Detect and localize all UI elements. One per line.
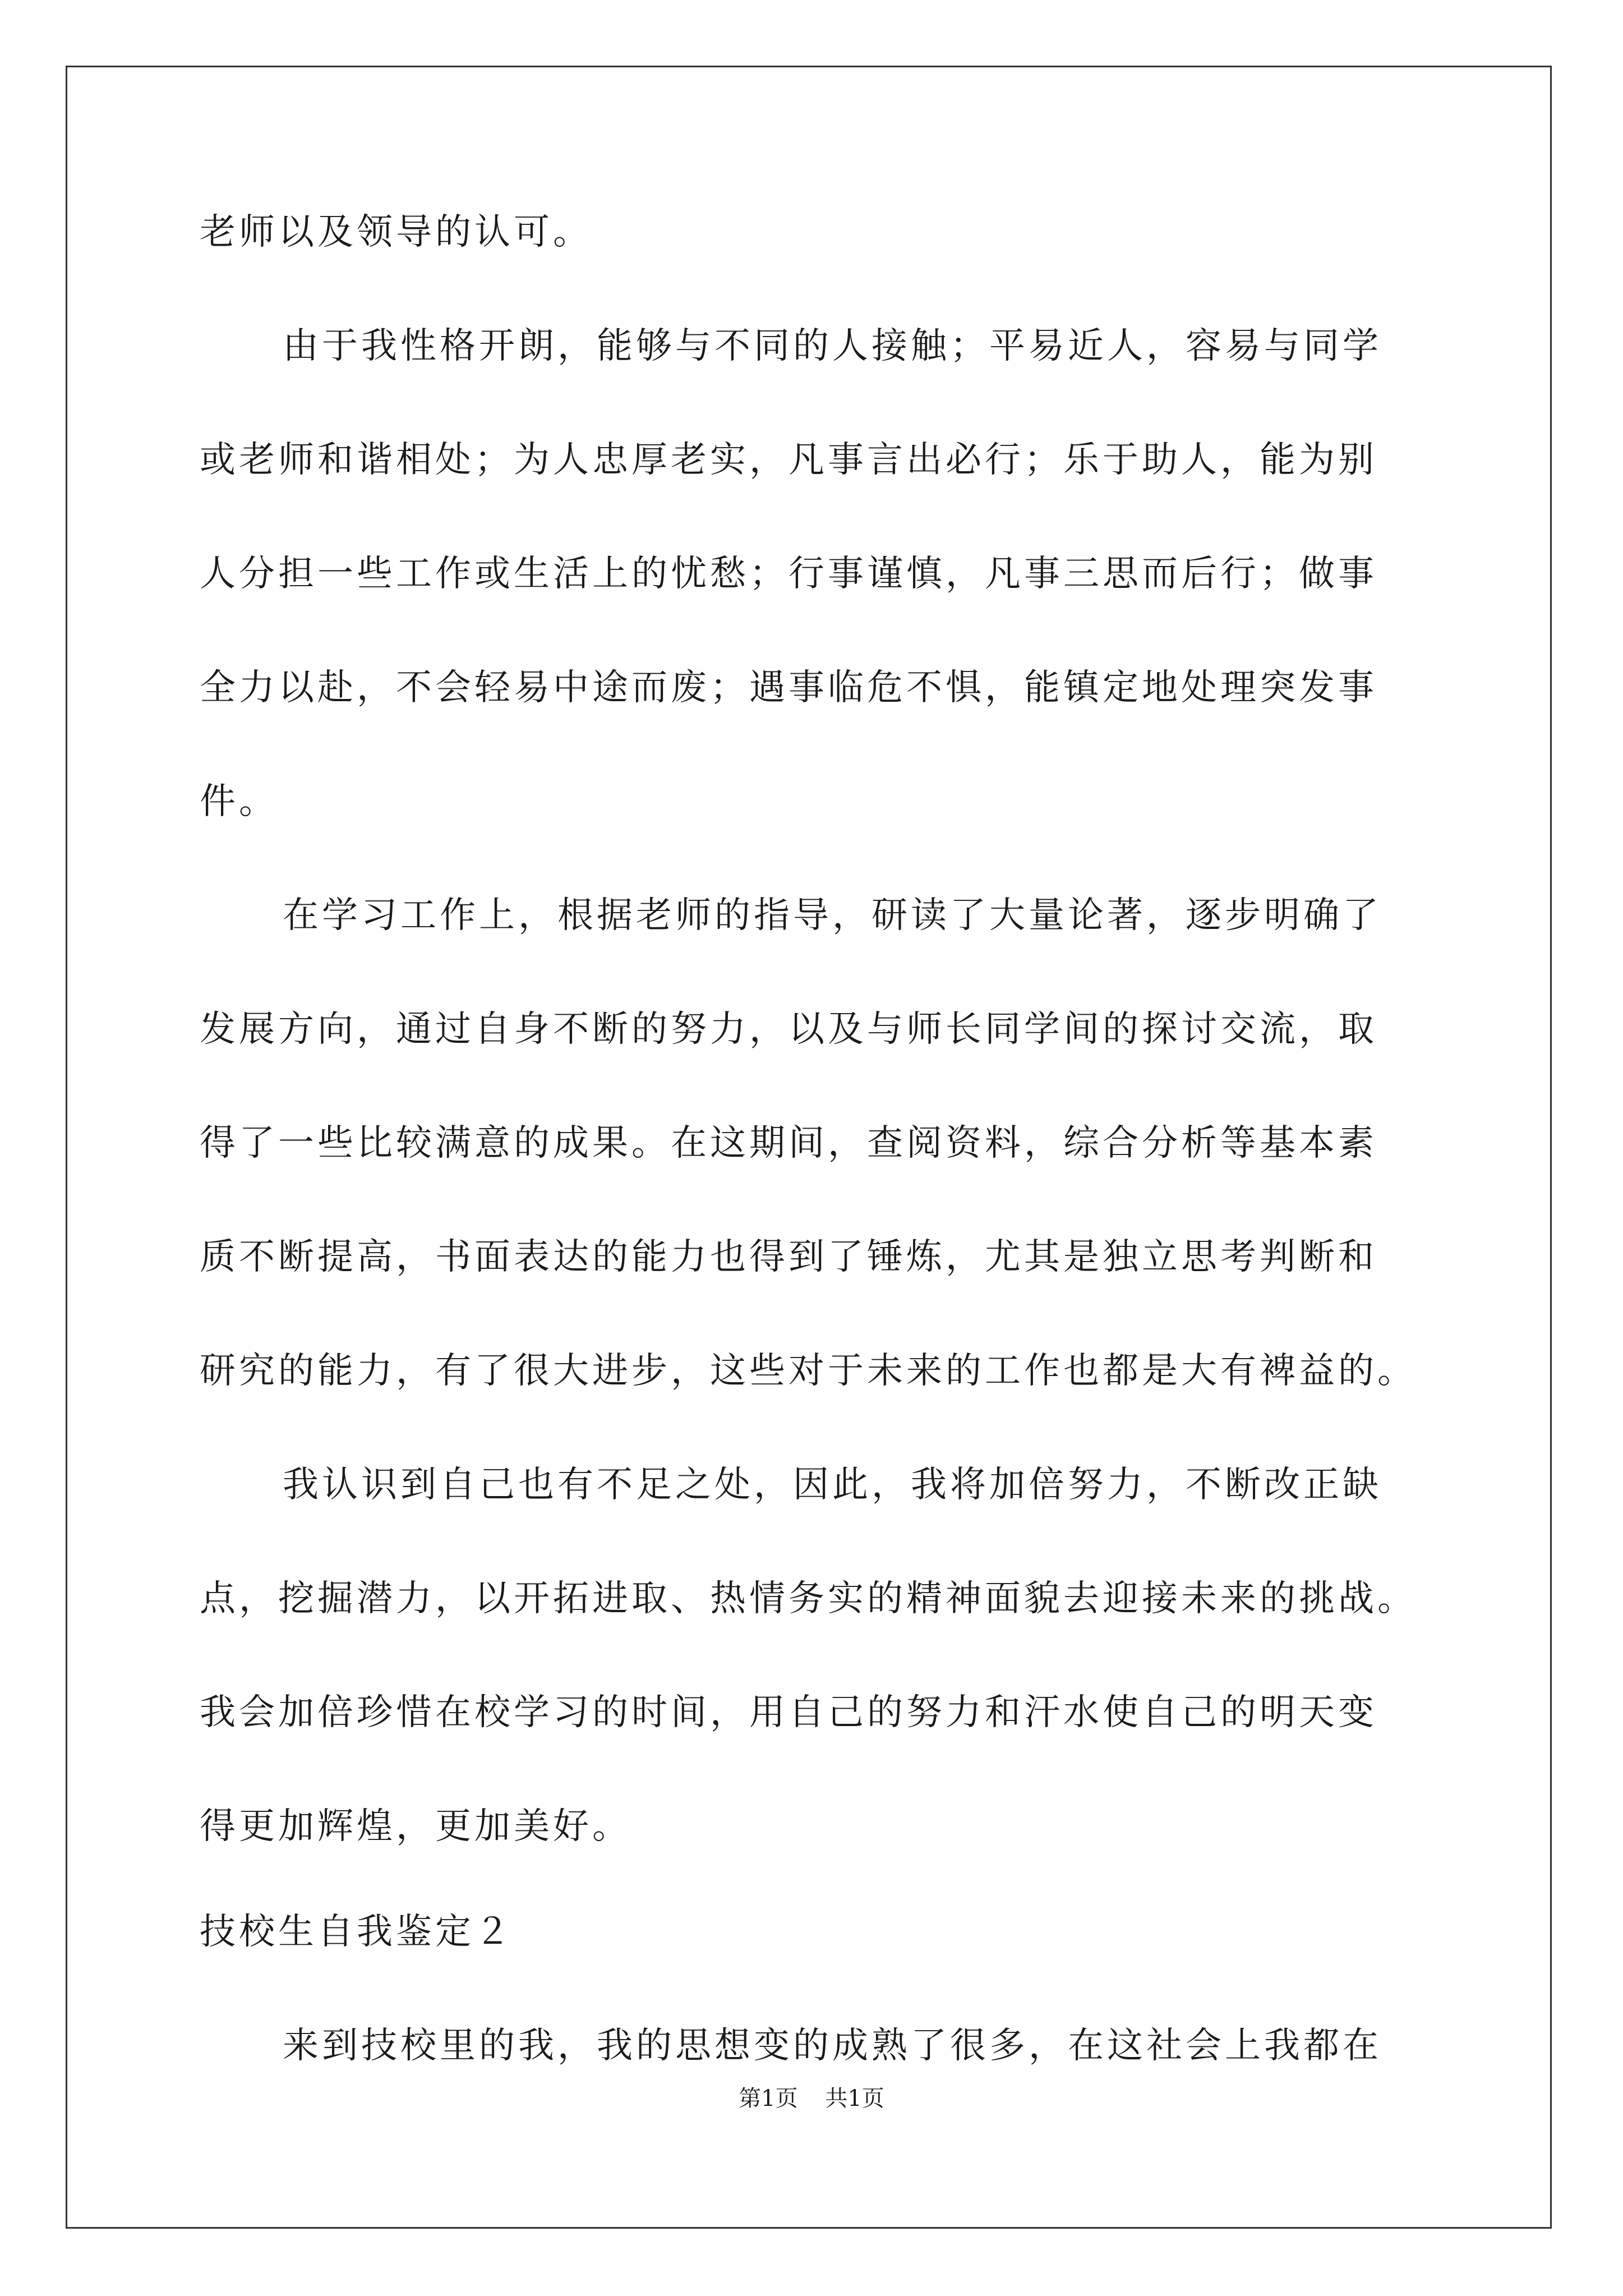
text-line: 来到技校里的我，我的思想变的成熟了很多，在这社会上我都在 [283, 2025, 1382, 2067]
page-total: 共1页 [825, 2086, 884, 2111]
text-line: 得了一些比较满意的成果。在这期间，查阅资料，综合分析等基本素 [200, 1122, 1377, 1164]
text-line: 得更加辉煌，更加美好。 [200, 1806, 631, 1847]
text-line: 由于我性格开朗，能够与不同的人接触；平易近人，容易与同学 [283, 325, 1382, 367]
text-line: 发展方向，通过自身不断的努力，以及与师长同学间的探讨交流，取 [200, 1009, 1377, 1050]
text-line: 人分担一些工作或生活上的忧愁；行事谨慎，凡事三思而后行；做事 [200, 553, 1377, 595]
page-footer [0, 2084, 1623, 2113]
text-line: 研究的能力，有了很大进步，这些对于未来的工作也都是大有裨益的。 [200, 1350, 1417, 1392]
text-line: 我认识到自己也有不足之处，因此，我将加倍努力，不断改正缺 [283, 1464, 1382, 1506]
section-heading: 技校生自我鉴定２ [200, 1911, 514, 1953]
text-line: 点，挖掘潜力，以开拓进取、热情务实的精神面貌去迎接未来的挑战。 [200, 1578, 1417, 1619]
text-line: 全力以赴，不会轻易中途而废；遇事临危不惧，能镇定地处理突发事 [200, 667, 1377, 708]
text-line: 我会加倍珍惜在校学习的时间，用自己的努力和汗水使自己的明天变 [200, 1692, 1377, 1733]
text-line: 在学习工作上，根据老师的指导，研读了大量论著，逐步明确了 [283, 895, 1382, 936]
text-line: 或老师和谐相处；为人忠厚老实，凡事言出必行；乐于助人，能为别 [200, 439, 1377, 481]
text-line: 老师以及领导的认可。 [200, 211, 592, 253]
page-number: 第1页 [739, 2086, 798, 2111]
text-line: 件。 [200, 781, 278, 822]
text-line: 质不断提高，书面表达的能力也得到了锤炼，尤其是独立思考判断和 [200, 1236, 1377, 1278]
